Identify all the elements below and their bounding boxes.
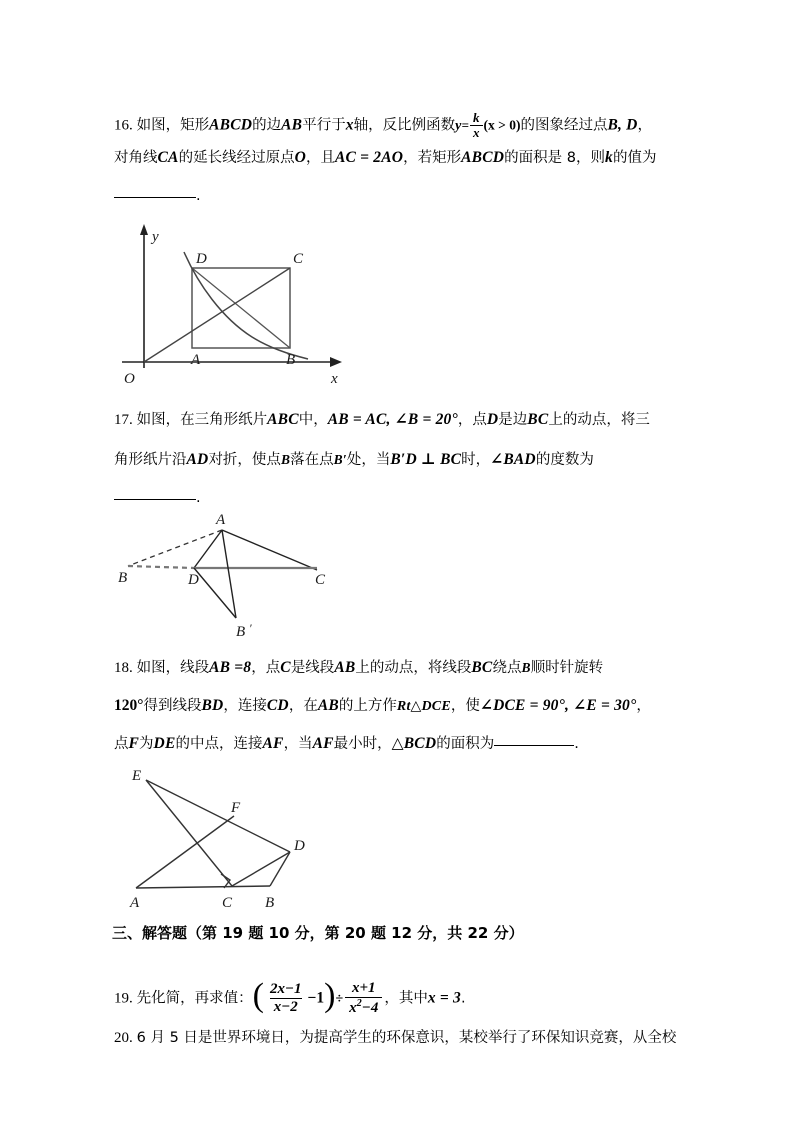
problem-18-number: 18. bbox=[114, 660, 133, 676]
q18-l1-a: 如图，线段 bbox=[136, 660, 210, 676]
problem-16-line-2 bbox=[114, 150, 656, 166]
label-B: B bbox=[265, 895, 275, 911]
segment-ad bbox=[194, 530, 222, 568]
q19-frac2-numerator: x+1 bbox=[351, 980, 376, 996]
q16-l2-f: 的值为 bbox=[612, 150, 657, 166]
q18-l3-c: 的中点，连接 bbox=[175, 736, 263, 752]
q17-l2-a: 角形纸片沿 bbox=[114, 452, 187, 468]
q18-ab-8: AB =8 bbox=[209, 659, 252, 676]
label-A: A bbox=[130, 895, 140, 911]
problem-20-number: 20. bbox=[114, 1030, 133, 1046]
q17-l2-f: 的度数为 bbox=[535, 452, 594, 468]
q18-l3-d: ，当 bbox=[283, 736, 313, 752]
q17-l1-e: 上的动点，将三 bbox=[548, 412, 650, 428]
problem-17-number: 17. bbox=[114, 412, 133, 428]
fig17-svg bbox=[112, 508, 412, 643]
q19-frac2-den-exponent: 2 bbox=[356, 998, 362, 1010]
q18-af-1: AF bbox=[262, 735, 284, 752]
problem-16-number: 16. bbox=[114, 117, 133, 134]
q16-abcd-1: ABCD bbox=[209, 116, 253, 134]
q19-lead-text: 先化简，再求值： bbox=[136, 990, 253, 1007]
q19-division-sign: ÷ bbox=[335, 991, 344, 1007]
q17-point-b: B bbox=[280, 452, 291, 467]
label-A: A bbox=[191, 352, 201, 368]
q17-abc: ABC bbox=[267, 411, 299, 428]
q18-de: DE bbox=[153, 735, 176, 752]
problem-18-line-1 bbox=[114, 660, 603, 676]
problem-17-answer-line bbox=[114, 490, 201, 506]
q16-formula-fraction bbox=[470, 111, 483, 139]
q19-x-value: x = 3 bbox=[427, 989, 461, 1007]
label-x: x bbox=[331, 371, 338, 387]
q16-formula-y: y bbox=[455, 118, 462, 134]
figure-17 bbox=[112, 508, 412, 643]
label-D: D bbox=[294, 838, 305, 854]
q18-triangle-bcd: △BCD bbox=[391, 735, 437, 752]
q17-point-bprime: B′ bbox=[333, 452, 347, 467]
label-C: C bbox=[315, 572, 326, 588]
label-D: D bbox=[196, 251, 207, 267]
q18-ab: AB bbox=[334, 659, 356, 676]
q17-l2-b: 对折，使点 bbox=[208, 452, 281, 468]
q16-origin-o: O bbox=[294, 149, 306, 166]
q18-l2-a: 得到线段 bbox=[143, 698, 202, 714]
q18-point-b: B bbox=[521, 660, 531, 675]
label-E: E bbox=[132, 768, 142, 784]
label-D: D bbox=[188, 572, 199, 588]
q18-bc: BC bbox=[471, 659, 493, 676]
segment-ac bbox=[222, 530, 317, 570]
q18-af-2: AF bbox=[312, 735, 334, 752]
label-Bprime: B bbox=[236, 624, 246, 640]
q17-perp-condition: B′D ⊥ BC bbox=[390, 451, 462, 468]
q16-l2-b: 的延长线经过原点 bbox=[178, 150, 295, 166]
q18-bd: BD bbox=[201, 697, 224, 714]
q16-text-d: 轴，反比例函数 bbox=[353, 117, 456, 134]
q18-l1-b: ，点 bbox=[251, 660, 281, 676]
q19-fraction-2 bbox=[345, 980, 382, 1018]
q19-minus-one: −1 bbox=[307, 989, 325, 1007]
q18-point-c: C bbox=[280, 659, 291, 676]
problem-16-answer-line bbox=[114, 188, 201, 204]
segment-ec bbox=[146, 780, 232, 886]
y-axis-arrow bbox=[140, 224, 148, 235]
q18-l2-b: ，连接 bbox=[223, 698, 267, 714]
q18-l2-c: ，在 bbox=[288, 698, 318, 714]
q17-ad: AD bbox=[186, 451, 209, 468]
q16-formula-eq: = bbox=[461, 117, 470, 133]
segment-cd bbox=[232, 852, 290, 886]
q18-angle-conditions: ∠DCE = 90°, ∠E = 30° bbox=[479, 697, 637, 714]
problem-17-line-1 bbox=[114, 412, 650, 428]
q16-l2-a: 对角线 bbox=[114, 150, 158, 166]
q18-l3-f: 的面积为 bbox=[436, 736, 495, 752]
q16-l2-c: ，且 bbox=[305, 150, 335, 166]
q19-frac2-den-base: x bbox=[349, 1000, 357, 1017]
q18-l3-b: 为 bbox=[139, 736, 154, 752]
q19-frac2-denominator bbox=[345, 997, 382, 1017]
q16-text-a: 如图，矩形 bbox=[136, 117, 210, 134]
q19-tail-text: ，其中 bbox=[384, 990, 428, 1007]
q16-ab: AB bbox=[281, 116, 303, 134]
segment-acb bbox=[136, 886, 270, 888]
q16-k: k bbox=[605, 149, 613, 166]
q16-x-axis: x bbox=[345, 116, 354, 134]
figure-16 bbox=[118, 218, 368, 393]
problem-19-number: 19. bbox=[114, 990, 133, 1007]
q18-l3-e: 最小时， bbox=[333, 736, 392, 752]
fig16-svg bbox=[118, 218, 368, 393]
problem-19-line: 19. 先化简，再求值：( $\frac{2x-1}{x-2}$ −1)÷ $\frac{x+1}{x^2-4}$ ，其中x = 3. bbox=[114, 977, 466, 1017]
q16-text-e: 的图象经过点 bbox=[520, 117, 608, 134]
q17-l1-b: 中， bbox=[298, 412, 328, 428]
q16-frac-numerator: k bbox=[473, 110, 480, 125]
q19-frac1-denominator: x−2 bbox=[270, 998, 302, 1016]
q16-l2-e: 的面积是 8，则 bbox=[504, 150, 605, 166]
q16-text-f: ， bbox=[637, 117, 653, 134]
q19-frac2-den-rest: −4 bbox=[361, 1000, 379, 1017]
q17-l2-c: 落在点 bbox=[290, 452, 334, 468]
q18-point-f: F bbox=[128, 735, 140, 752]
q17-point-d: D bbox=[486, 411, 499, 428]
q18-ab-2: AB bbox=[317, 697, 339, 714]
x-axis-arrow bbox=[330, 357, 342, 367]
q19-period: . bbox=[460, 990, 466, 1007]
q16-period: . bbox=[196, 188, 201, 204]
q18-l2-d: 的上方作 bbox=[338, 698, 397, 714]
label-C: C bbox=[293, 251, 304, 267]
q17-angle-bad: ∠BAD bbox=[490, 451, 536, 468]
figure-18 bbox=[122, 768, 402, 918]
q18-cd: CD bbox=[266, 697, 289, 714]
q20-text: 6 月 5 日是世界环境日，为提高学生的环保意识，某校举行了环保知识竞赛，从全校 bbox=[136, 1030, 677, 1046]
q19-fraction-1 bbox=[266, 981, 306, 1017]
problem-18-line-3 bbox=[114, 736, 579, 752]
q16-text-b: 的边 bbox=[252, 117, 282, 134]
problem-17-line-2 bbox=[114, 452, 594, 468]
q16-ac-2ao: AC = 2AO bbox=[334, 149, 404, 166]
q16-abcd-2: ABCD bbox=[461, 149, 505, 166]
q19-frac1-numerator: 2x−1 bbox=[269, 981, 302, 997]
q18-period: . bbox=[574, 736, 579, 752]
label-C: C bbox=[222, 895, 233, 911]
q18-l3-a: 点 bbox=[114, 736, 129, 752]
label-B: B bbox=[118, 570, 128, 586]
diagonal-db bbox=[192, 268, 290, 348]
q17-conditions: AB = AC, ∠B = 20° bbox=[327, 411, 458, 428]
label-F: F bbox=[231, 800, 241, 816]
q18-l2-f: ， bbox=[636, 698, 651, 714]
section-heading-3: 三、解答题（第 19 题 10 分，第 20 题 12 分，共 22 分） bbox=[112, 924, 524, 942]
q18-rotation-angle: 120° bbox=[114, 697, 144, 714]
q16-ca: CA bbox=[157, 149, 179, 166]
q17-answer-blank[interactable] bbox=[114, 498, 196, 500]
problem-20-line bbox=[114, 1030, 676, 1046]
q18-l1-c: 是线段 bbox=[290, 660, 335, 676]
q16-text-c: 平行于 bbox=[302, 117, 346, 134]
label-y: y bbox=[152, 229, 159, 245]
label-B: B bbox=[286, 352, 296, 368]
q16-l2-d: ，若矩形 bbox=[403, 150, 462, 166]
q16-answer-blank[interactable] bbox=[114, 196, 196, 198]
problem-18-line-2 bbox=[114, 698, 651, 714]
q17-bc: BC bbox=[527, 411, 549, 428]
q18-l1-e: 绕点 bbox=[492, 660, 522, 676]
q18-answer-blank[interactable] bbox=[494, 744, 574, 746]
q17-l1-d: 是边 bbox=[498, 412, 528, 428]
q18-l1-d: 上的动点，将线段 bbox=[355, 660, 472, 676]
q17-l2-e: 时， bbox=[461, 452, 491, 468]
q16-formula-condition: (x > 0) bbox=[483, 117, 521, 133]
q18-l1-f: 顺时针旋转 bbox=[530, 660, 604, 676]
segment-af bbox=[136, 816, 234, 888]
label-O: O bbox=[124, 371, 135, 387]
q17-l1-a: 如图，在三角形纸片 bbox=[136, 412, 268, 428]
segment-ed bbox=[146, 780, 290, 852]
label-A: A bbox=[216, 512, 226, 528]
dashed-segment-bd bbox=[128, 566, 194, 568]
fig18-svg bbox=[122, 768, 402, 918]
q17-l2-d: 处，当 bbox=[346, 452, 391, 468]
q17-l1-c: ，点 bbox=[457, 412, 487, 428]
problem-16-line-1 bbox=[114, 112, 652, 140]
q18-l2-e: ，使 bbox=[450, 698, 480, 714]
q18-rt-dce: Rt△DCE bbox=[396, 699, 451, 714]
label-prime-mark: ′ bbox=[249, 621, 252, 635]
q16-frac-denominator: x bbox=[470, 125, 483, 140]
q17-period: . bbox=[196, 490, 201, 506]
q16-points-bd: B, D bbox=[607, 116, 638, 134]
